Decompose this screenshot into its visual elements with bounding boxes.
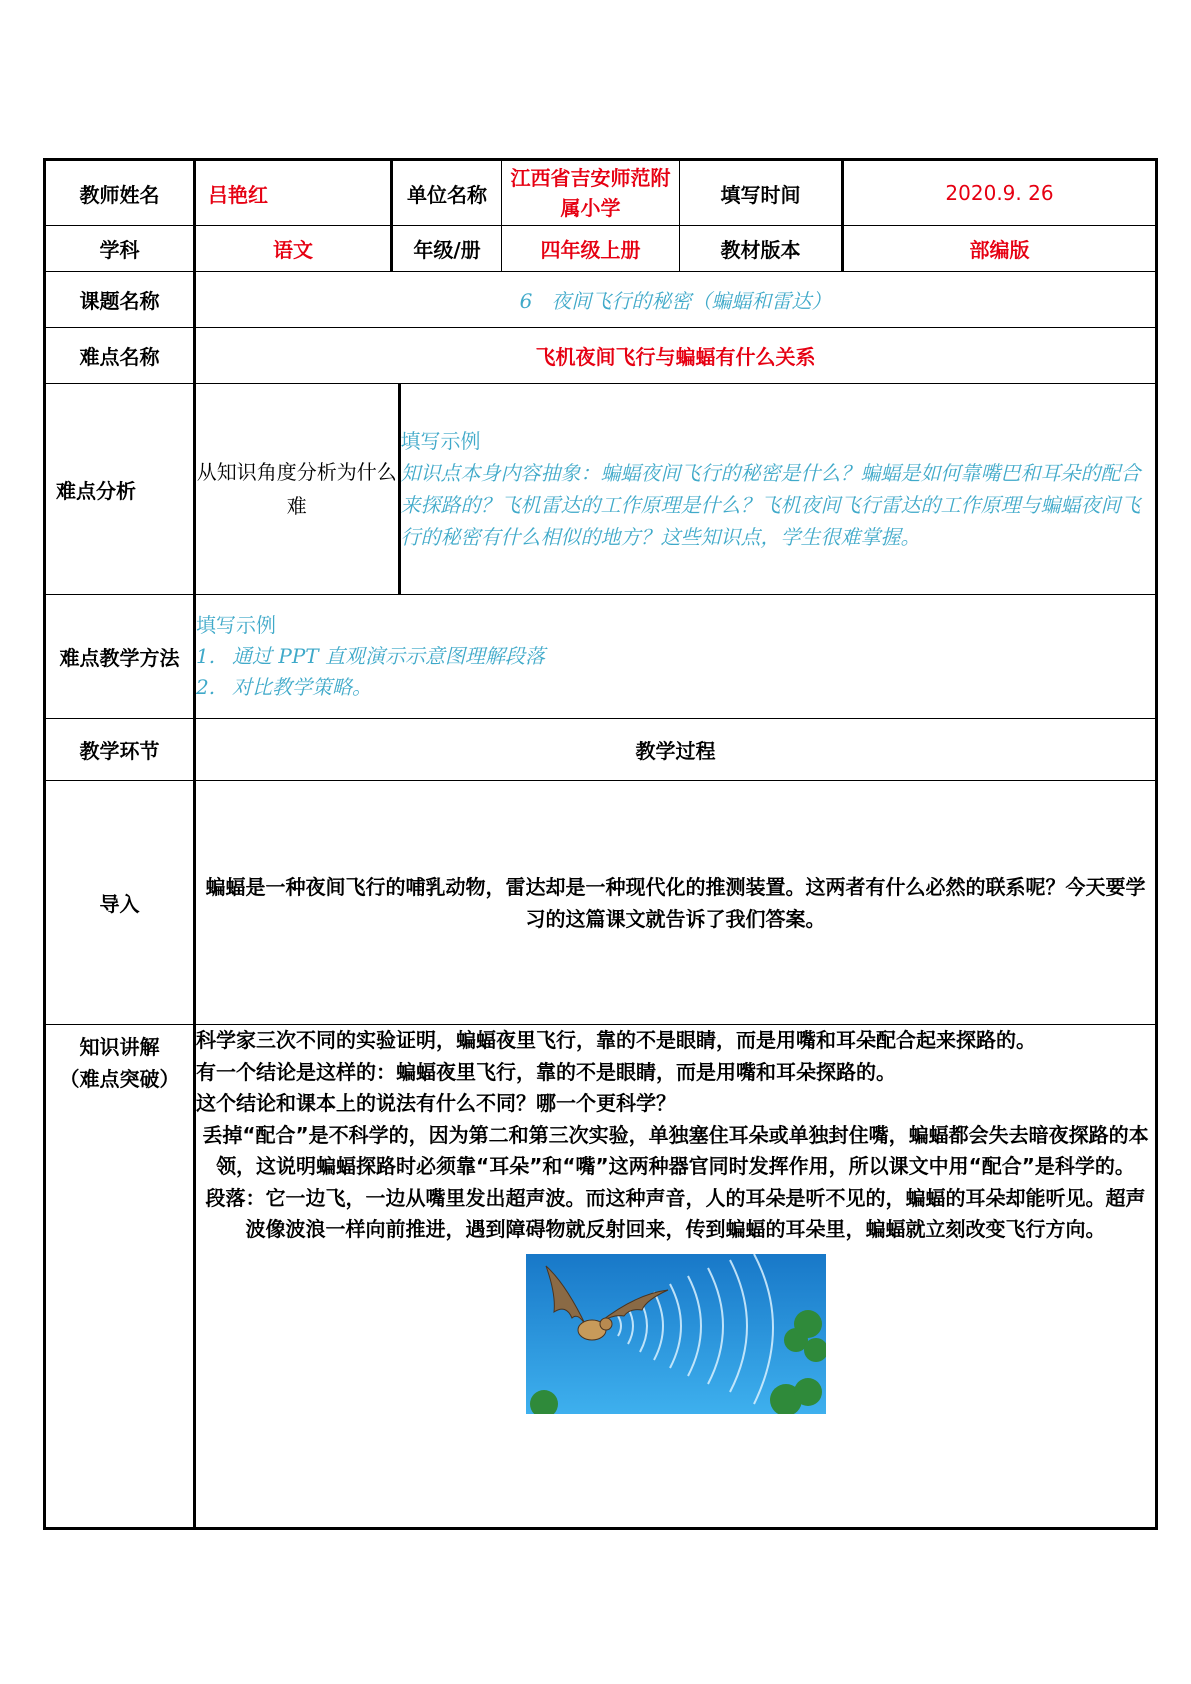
- lesson-plan-table: [43, 158, 1158, 1530]
- process-label: 教学环节: [45, 719, 195, 781]
- process-header-row: [45, 719, 1157, 781]
- edition-value: 部编版: [843, 226, 1157, 272]
- analysis-example-text: 知识点本身内容抽象：蝙蝠夜间飞行的秘密是什么？蝙蝠是如何靠嘴巴和耳朵的配合来探路的？飞机雷达的工作原理是什么？飞机夜间飞行雷达的工作原理与蝙蝠夜间飞行的秘密有什么相似的地方？这些知识点，学生很难掌握。: [400, 461, 1141, 549]
- intro-label: 导入: [45, 781, 195, 1025]
- analysis-inner-table: [196, 384, 1155, 594]
- process-value: 教学过程: [195, 719, 1157, 781]
- edition-label: 教材版本: [680, 226, 843, 272]
- method-list: [196, 641, 1155, 703]
- teacher-value: 吕艳红: [195, 160, 392, 226]
- lesson-plan-sheet: [43, 158, 1155, 1530]
- difficulty-label: 难点名称: [45, 328, 195, 384]
- subject-value: 语文: [195, 226, 392, 272]
- method-item-text: 对比教学策略。: [232, 675, 372, 699]
- method-item: [196, 672, 1155, 703]
- method-item-text: 通过 PPT 直观演示示意图理解段落: [232, 644, 545, 668]
- knowledge-paragraph-2: 有一个结论是这样的：蝙蝠夜里飞行，靠的不是眼睛，而是用嘴和耳朵探路的。: [196, 1059, 896, 1084]
- unit-label: 单位名称: [392, 160, 502, 226]
- grade-value: 四年级上册: [502, 226, 680, 272]
- analysis-label: 难点分析: [45, 384, 195, 595]
- method-item: [196, 641, 1155, 672]
- header-row-2: [45, 226, 1157, 272]
- intro-text: 蝙蝠是一种夜间飞行的哺乳动物，雷达却是一种现代化的推测装置。这两者有什么必然的联系呢？今天要学习的这篇课文就告诉了我们答案。: [195, 781, 1157, 1025]
- knowledge-row: [45, 1025, 1157, 1529]
- knowledge-label-line2: （难点突破）: [59, 1067, 180, 1091]
- unit-value: 江西省吉安师范附属小学: [502, 160, 680, 226]
- method-content: [195, 595, 1157, 719]
- knowledge-paragraph-3: 这个结论和课本上的说法有什么不同？哪一个更科学？: [196, 1091, 676, 1115]
- grade-label: 年级/册: [392, 226, 502, 272]
- topic-label: 课题名称: [45, 272, 195, 328]
- knowledge-paragraph-1: 科学家三次不同的实验证明，蝙蝠夜里飞行，靠的不是眼睛，而是用嘴和耳朵配合起来探路的。: [196, 1028, 1036, 1052]
- subject-label: 学科: [45, 226, 195, 272]
- difficulty-row: [45, 328, 1157, 384]
- bat-echolocation-illustration: [526, 1254, 826, 1414]
- analysis-content: [195, 384, 1157, 595]
- topic-row: [45, 272, 1157, 328]
- date-label: 填写时间: [680, 160, 843, 226]
- method-item-number: 2.: [196, 675, 216, 699]
- difficulty-value: 飞机夜间飞行与蝙蝠有什么关系: [195, 328, 1157, 384]
- teacher-label: 教师姓名: [45, 160, 195, 226]
- date-value: 2020.9. 26: [843, 160, 1157, 226]
- knowledge-label: [45, 1025, 195, 1529]
- topic-value: 6 夜间飞行的秘密（蝙蝠和雷达）: [195, 272, 1157, 328]
- method-item-number: 1.: [196, 644, 216, 668]
- analysis-sub-label: 从知识角度分析为什么难: [196, 384, 399, 594]
- analysis-example-title: 填写示例: [400, 429, 481, 453]
- analysis-example: [399, 384, 1155, 594]
- header-row-1: [45, 160, 1157, 226]
- knowledge-paragraph-5: 段落：它一边飞，一边从嘴里发出超声波。而这种声音，人的耳朵是听不见的，蝙蝠的耳朵却能听见。超声波像波浪一样向前推进，遇到障碍物就反射回来，传到蝙蝠的耳朵里，蝙蝠就立刻改变飞行方向。: [205, 1185, 1146, 1241]
- knowledge-body: [195, 1025, 1157, 1529]
- knowledge-paragraph-4: 丢掉“配合”是不科学的，因为第二和第三次实验，单独塞住耳朵或单独封住嘴，蝙蝠都会失去暗夜探路的本领，这说明蝙蝠探路时必须靠“耳朵”和“嘴”这两种器官同时发挥作用，所以课文中用“配合”是科学的。: [202, 1122, 1149, 1178]
- method-example-title: 填写示例: [196, 613, 276, 637]
- analysis-row: [45, 384, 1157, 595]
- method-label: 难点教学方法: [45, 595, 195, 719]
- method-row: [45, 595, 1157, 719]
- bat-echolocation-image: [526, 1254, 826, 1414]
- knowledge-label-line1: 知识讲解: [79, 1035, 160, 1059]
- intro-row: [45, 781, 1157, 1025]
